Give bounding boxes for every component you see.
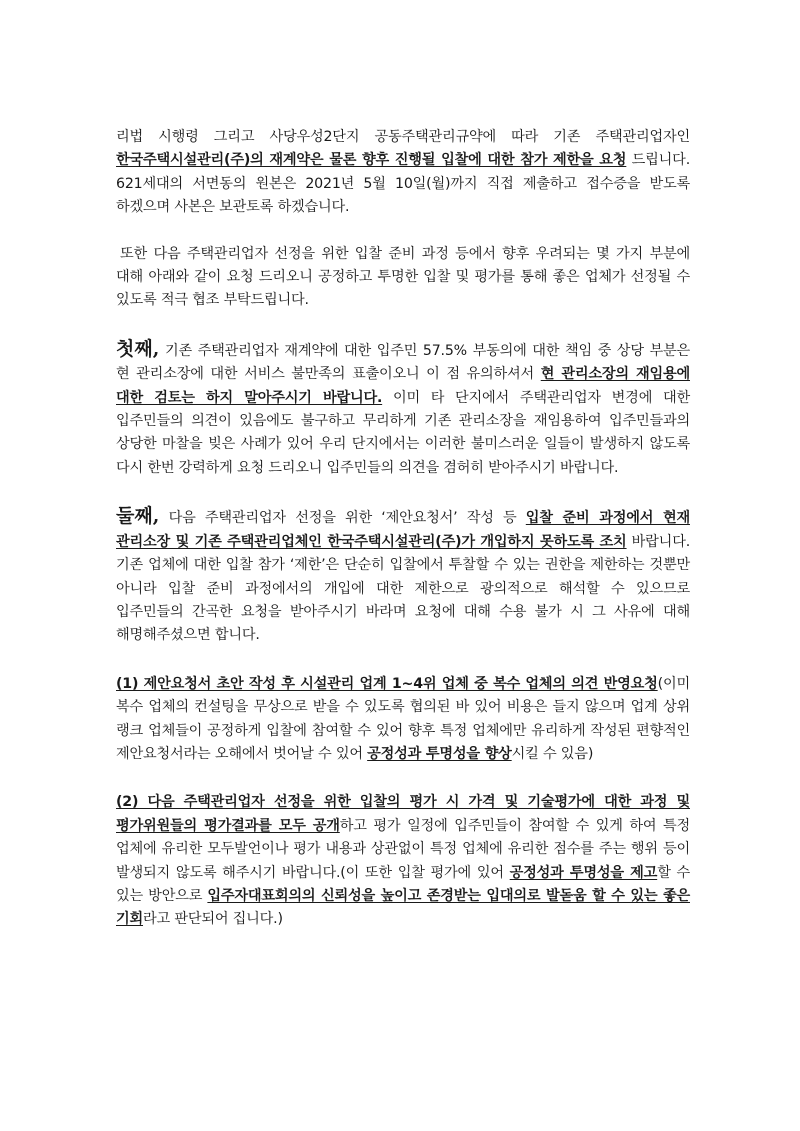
item-2-text-2: 할 수 있는 방안으로 <box>116 864 690 904</box>
paragraph-second <box>116 505 690 647</box>
paragraph-1-underlined: 한국주택시설관리(주)의 재계약은 물론 향후 진행될 입찰에 대한 참가 제한을 요청 <box>116 152 627 169</box>
paragraph-1 <box>116 126 690 220</box>
paragraph-1-text-2: 드립니다. 621세대의 서면동의 원본은 2021년 5월 10일(월)까지 직접 제출하고 접수증을 받도록 하겠으며 사본은 보관토록 하겠습니다. <box>116 152 690 216</box>
paragraph-1-text: 리법 시행령 그리고 사당우성2단지 공동주택관리규약에 따라 기존 주택관리업자인 <box>116 129 690 145</box>
paragraph-item-2 <box>116 791 690 931</box>
paragraph-first <box>116 338 690 480</box>
paragraph-first-text: 기존 주택관리업자 재계약에 대한 입주민 57.5% 부동의에 대한 책임 중 상당 부분은 현 관리소장에 대한 서비스 불만족의 표출이오니 이 점 유의하셔서 <box>116 342 690 383</box>
second-lead: 둘째, <box>116 505 160 528</box>
first-lead: 첫째, <box>116 337 160 360</box>
paragraph-first-text-2: 이미 타 단지에서 주택관리업자 변경에 대한 입주민들의 의견이 있음에도 불구하고 무리하게 기존 관리소장을 재임용하여 입주민들과의 상당한 마찰을 빚은 사례가 있어 우리 단지에서는 이러한 불미스러운 일들이 발생하지 않도록 다시 한번 강력하게 요청 드리오니 입주민들의 의견을 겸허히 받아주시기 바랍니다. <box>116 389 690 476</box>
item-2-underlined: (2) 다음 주택관리업자 선정을 위한 입찰의 평가 시 가격 및 기술평가에 대한 과정 및 평가위원들의 평가결과를 모두 공개 <box>116 794 690 834</box>
paragraph-first-underlined: 현 관리소장의 재임용에 대한 검토는 하지 말아주시기 바랍니다. <box>116 366 690 406</box>
item-2-text-3: 라고 판단되어 집니다.) <box>143 911 283 928</box>
item-1-underlined-2: 공정성과 투명성을 향상 <box>367 745 512 762</box>
item-1-text-2: 시킬 수 있음) <box>511 745 594 762</box>
paragraph-2 <box>116 243 690 313</box>
paragraph-second-text-2: 바랍니다. 기존 업체에 대한 입찰 참가 ‘제한’은 단순히 입찰에서 투찰할 수 있는 권한을 제한하는 것뿐만 아니라 입찰 준비 과정에서의 개입에 대한 제한으로 광의적으로 해석할 수 있으므로 입주민들의 간곡한 요청을 받아주시기 바라며 요청에 대해 수용 불가 시 그 사유에 대해 해명해주셨으면 합니다. <box>116 533 691 644</box>
item-2-underlined-2: 공정성과 투명성을 제고 <box>509 864 658 881</box>
paragraph-second-text: 다음 주택관리업자 선정을 위한 ‘제안요청서’ 작성 등 <box>159 510 526 527</box>
item-1-underlined: (1) 제안요청서 초안 작성 후 시설관리 업계 1~4위 업체 중 복수 업체의 의견 반영요청 <box>116 675 658 692</box>
paragraph-item-1 <box>116 673 690 767</box>
item-2-underlined-3: 입주자대표회의의 신뢰성을 높이고 존경받는 입대의로 발돋움 할 수 있는 좋은 기회 <box>116 887 690 928</box>
item-2-text: 하고 평가 일정에 입주민들이 참여할 수 있게 하여 특정 업체에 유리한 모두발언이나 평가 내용과 상관없이 특정 업체에 유리한 점수를 주는 행위 등이 발생되지 않도록 해주시기 바랍니다.(이 또한 입찰 평가에 있어 <box>116 817 690 881</box>
paragraph-second-underlined: 입찰 준비 과정에서 현재 관리소장 및 기존 주택관리업체인 한국주택시설관리(주)가 개입하지 못하도록 조치 <box>116 510 690 550</box>
item-1-text: (이미 복수 업체의 컨설팅을 무상으로 받을 수 있도록 협의된 바 있어 비용은 들지 않으며 업계 상위 랭크 업체들이 공정하게 입찰에 참여할 수 있어 향후 특정 업체에만 유리하게 작성된 편향적인 제안요청서라는 오해에서 벗어날 수 있어 <box>116 675 690 762</box>
paragraph-2-text: 또한 다음 주택관리업자 선정을 위한 입찰 준비 과정 등에서 향후 우려되는 몇 가지 부분에 대해 아래와 같이 요청 드리오니 공정하고 투명한 입찰 및 평가를 통해 좋은 업체가 선정될 수 있도록 적극 협조 부탁드립니다. <box>116 245 690 309</box>
